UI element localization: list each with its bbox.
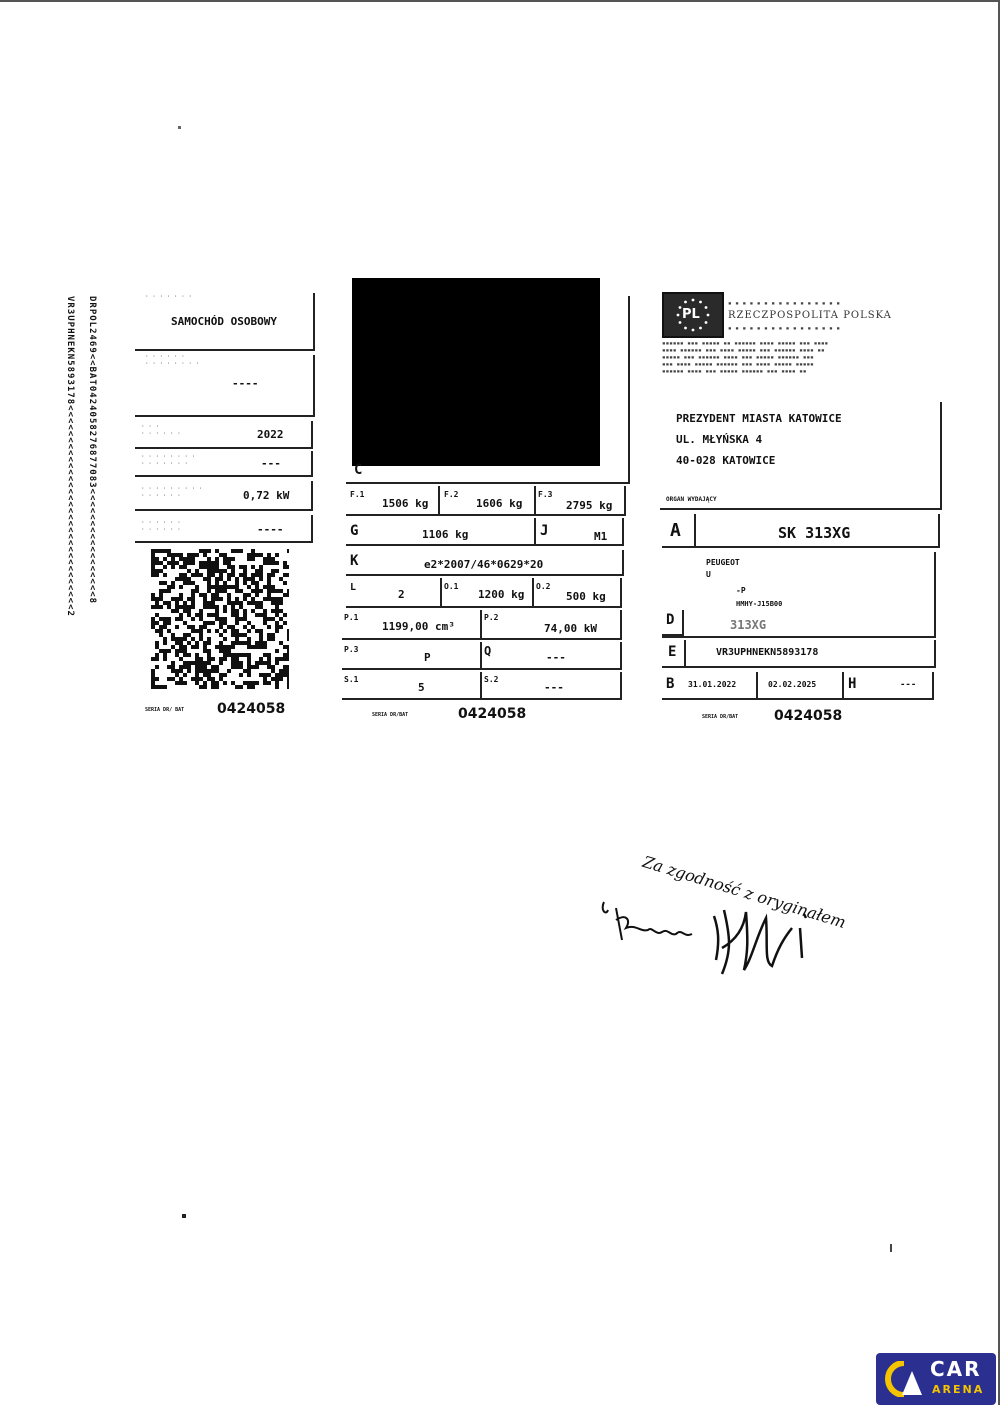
speck-3 — [890, 1244, 892, 1252]
fineprint-2: · · · · · · · · · · · · · · — [145, 353, 200, 367]
right-card — [660, 290, 950, 730]
flag-country-code: PL — [682, 307, 700, 322]
organ-label: ORGAN WYDAJĄCY — [666, 496, 717, 503]
authority-line-3: 40-028 KATOWICE — [676, 454, 776, 467]
j-cell — [536, 518, 624, 546]
f3-label: F.3 — [538, 490, 553, 499]
b-value: 31.01.2022 — [688, 680, 737, 689]
authority-line-2: UL. MŁYŃSKA 4 — [676, 433, 763, 446]
e-value: VR3UPHNEKN5893178 — [716, 647, 819, 658]
s1-label: S.1 — [344, 675, 359, 684]
p2-label: P.2 — [484, 613, 499, 622]
j-value: M1 — [594, 530, 608, 543]
vehicle-type: SAMOCHÓD OSOBOWY — [171, 315, 277, 328]
power-ratio: 0,72 kW — [243, 489, 290, 502]
c-cell — [346, 458, 630, 484]
p1-value: 1199,00 cm³ — [382, 620, 455, 633]
left-card — [135, 285, 320, 725]
l-cell — [346, 578, 442, 608]
e-label: E — [668, 644, 677, 660]
a-value: SK 313XG — [778, 524, 851, 542]
eu-flag-icon — [662, 292, 724, 338]
k-value: e2*2007/46*0629*20 — [424, 558, 544, 571]
dashes-1: ---- — [232, 377, 259, 390]
d3-value: -P — [736, 586, 746, 595]
redacted-photo — [352, 278, 600, 466]
datamatrix-code — [151, 549, 289, 689]
dashes-3: ---- — [257, 523, 284, 536]
f2-label: F.2 — [444, 490, 459, 499]
l-label: L — [350, 582, 357, 593]
q-value: --- — [546, 651, 566, 664]
header-fineprint-2: ▪ ▪ ▪ ▪ ▪ ▪ ▪ ▪ ▪ ▪ ▪ ▪ ▪ ▪ ▪ ▪ — [728, 325, 840, 332]
page-top-border — [0, 0, 1000, 2]
mrz-line-1: DRPOL2469<<BAT0424058276877083<<<<<<<<<<<<<<<<<8 — [87, 296, 97, 605]
dashes-2: --- — [261, 457, 281, 470]
fineprint-year: · · · · · · · · · — [141, 423, 181, 437]
o2-label: O.2 — [536, 582, 551, 591]
a-label: A — [670, 520, 681, 541]
l-value: 2 — [398, 588, 405, 601]
h-value: --- — [900, 680, 917, 690]
o1-value: 1200 kg — [478, 588, 525, 601]
logo-mark-icon — [884, 1361, 924, 1397]
p3-value: P — [424, 651, 431, 664]
legal-fineprint: ▪▪▪▪▪▪ ▪▪▪ ▪▪▪▪▪ ▪▪ ▪▪▪▪▪▪ ▪▪▪▪ ▪▪▪▪▪ ▪▪▪ ▪▪▪▪ ▪▪▪▪ ▪▪▪▪▪▪ ▪▪▪ ▪▪▪▪ ▪▪▪▪▪ ▪▪▪ ▪▪▪▪▪▪ ▪▪▪▪ ▪▪ ▪▪▪▪▪ ▪▪▪ ▪▪▪▪▪▪ ▪▪▪▪ ▪▪▪ ▪▪▪▪▪ ▪▪▪▪▪▪ ▪▪▪ ▪▪▪ ▪▪▪▪ ▪▪▪▪▪ ▪▪▪▪▪▪ ▪▪▪ ▪▪▪▪ ▪▪▪▪▪ ▪▪▪▪▪ ▪▪▪▪▪▪ ▪▪▪▪ ▪▪▪ ▪▪▪▪▪ ▪▪▪▪▪▪ ▪▪▪ ▪▪▪▪ ▪▪ — [662, 340, 829, 375]
d2-value: U — [706, 570, 711, 579]
header-title: RZECZPOSPOLITA POLSKA — [728, 310, 892, 321]
handwritten-signature — [596, 888, 836, 988]
p2-value: 74,00 kW — [544, 622, 597, 635]
s1-value: 5 — [418, 681, 425, 694]
middle-card — [338, 278, 633, 728]
d1-value: PEUGEOT — [706, 558, 740, 567]
logo-line-1: CAR — [930, 1357, 982, 1381]
q-label: Q — [484, 644, 492, 658]
s2-label: S.2 — [484, 675, 499, 684]
right-serial-number: 0424058 — [774, 708, 843, 724]
speck-1 — [178, 126, 181, 129]
speck-2 — [182, 1214, 186, 1218]
g-label: G — [350, 523, 359, 539]
dashes-3-cell — [135, 515, 313, 543]
fineprint-power: · · · · · · · · · · · · · · · — [141, 485, 203, 499]
p3-cell — [342, 642, 482, 670]
d-value: 313XG — [730, 618, 767, 632]
header-fineprint: ▪ ▪ ▪ ▪ ▪ ▪ ▪ ▪ ▪ ▪ ▪ ▪ ▪ ▪ ▪ ▪ — [728, 300, 840, 307]
p1-label: P.1 — [344, 613, 359, 622]
f2-value: 1606 kg — [476, 497, 523, 510]
f3-value: 2795 kg — [566, 499, 613, 512]
middle-serial-label: SERIA DR/BAT — [372, 712, 409, 718]
j-label: J — [540, 523, 549, 539]
c-label: C — [354, 462, 363, 478]
f1-label: F.1 — [350, 490, 365, 499]
right-serial-label: SERIA DR/BAT — [702, 714, 739, 720]
d-block-cell — [662, 552, 936, 638]
photo-frame-right — [600, 296, 630, 464]
authority-line-1: PREZYDENT MIASTA KATOWICE — [676, 412, 842, 425]
mrz-line-2: VR3UPHNEKN5893178<<<<<<<<<<<<<<<<<<<<<<<<<<<<<<<<2 — [65, 296, 75, 617]
f1-value: 1506 kg — [382, 497, 429, 510]
d-label: D — [666, 612, 675, 628]
b-label: B — [666, 676, 675, 692]
h-label: H — [848, 676, 857, 692]
left-serial-label: SERIA DR/ BAT — [145, 707, 185, 713]
left-card-header-fineprint: · · · · · · · — [145, 293, 192, 300]
k-label: K — [350, 553, 359, 569]
fineprint-dashes-3: · · · · · · · · · · · · — [141, 519, 181, 533]
p3-label: P.3 — [344, 645, 359, 654]
g-value: 1106 kg — [422, 528, 469, 541]
certification-stamp: Za zgodność z oryginałem — [640, 852, 849, 932]
d3-extra: HMHY-J15B00 — [736, 600, 783, 608]
s2-value: --- — [544, 681, 564, 694]
year: 2022 — [257, 428, 284, 441]
logo-line-2: ARENA — [932, 1383, 985, 1396]
middle-serial-number: 0424058 — [458, 706, 527, 722]
s1-cell — [342, 672, 482, 700]
o2-value: 500 kg — [566, 590, 606, 603]
i-value: 02.02.2025 — [768, 680, 817, 689]
dashes-1-cell — [135, 355, 315, 417]
o1-label: O.1 — [444, 582, 459, 591]
h-cell — [844, 672, 934, 700]
car-arena-logo — [876, 1353, 996, 1405]
dashes-2-cell — [135, 451, 313, 477]
year-cell — [135, 421, 313, 449]
fineprint-dashes-2: · · · · · · · · · · · · · · · — [141, 453, 196, 467]
left-serial-number: 0424058 — [217, 701, 286, 717]
